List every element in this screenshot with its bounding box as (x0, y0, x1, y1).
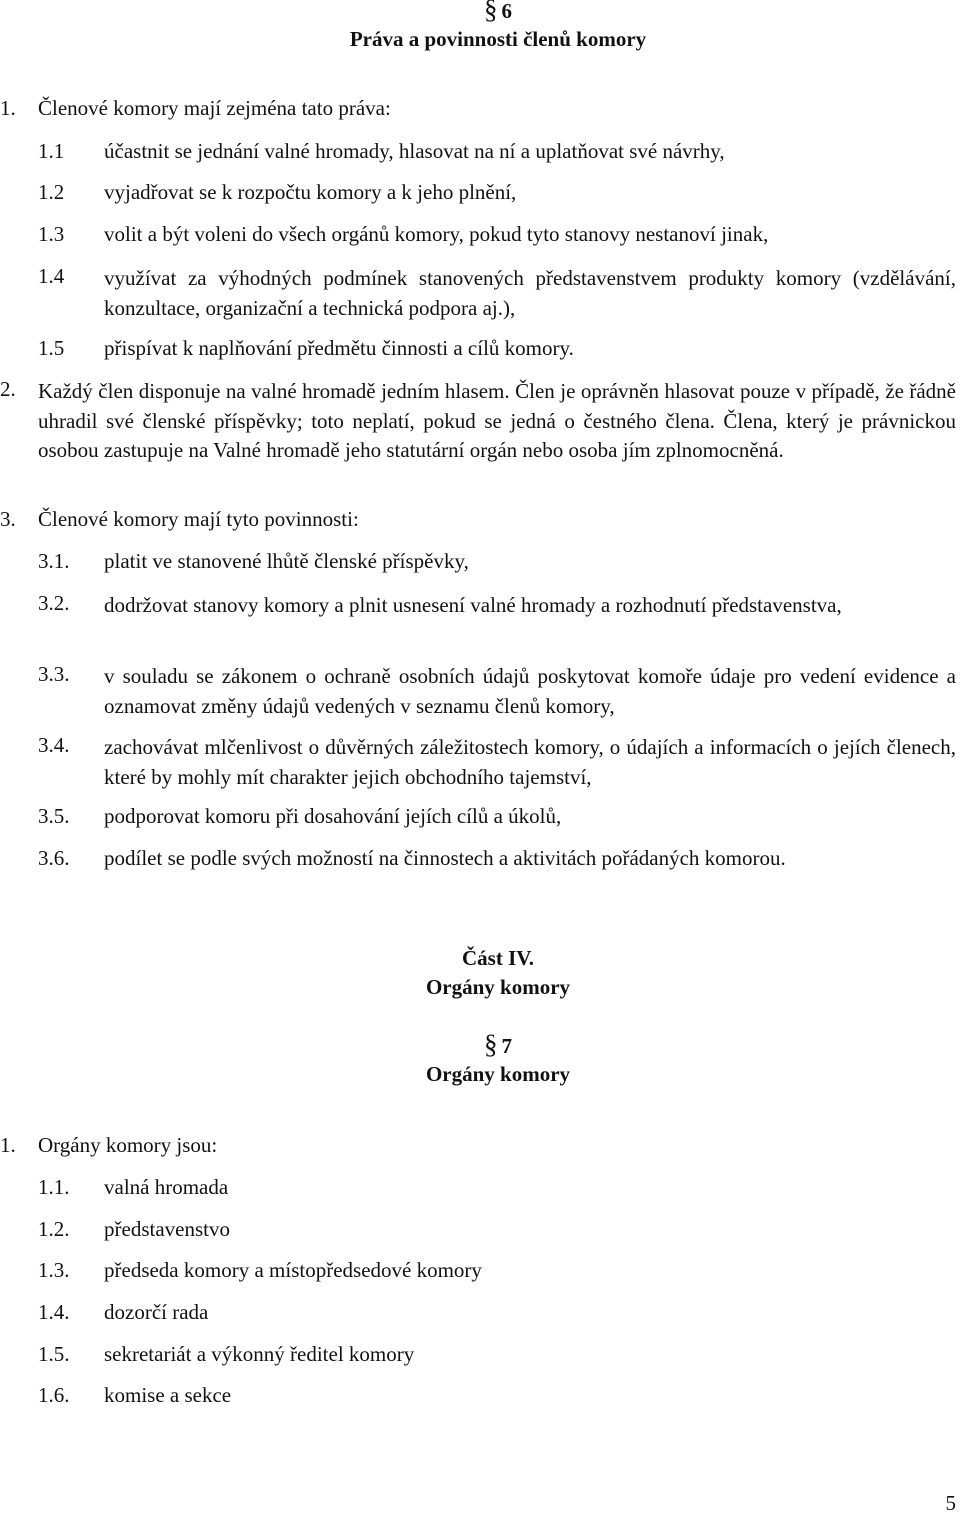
organs-item-number: 1.1. (38, 1175, 70, 1199)
duties-item-text: dodržovat stanovy komory a plnit usnesení valné hromady a rozhodnutí představenstva, (104, 593, 842, 617)
organs-item-number: 1.5. (38, 1342, 70, 1366)
rights-item-text: využívat za výhodných podmínek stanovených představenstvem produkty komory (vzdělávání, konzultace, organizační a technická podpora aj.), (104, 266, 956, 320)
duties-number: 3. (0, 507, 16, 531)
rights-item-number: 1.4 (38, 264, 65, 288)
duties-item-number: 3.6. (38, 846, 70, 870)
duties-item-text: v souladu se zákonem o ochraně osobních údajů poskytovat komoře údaje pro vedení evidence a oznamovat změny údajů vedených v seznamu členů komory, (104, 664, 956, 718)
section-7-title: Orgány komory (425, 1062, 571, 1086)
organs-item-number: 1.4. (38, 1300, 70, 1324)
duties-intro: Členové komory mají tyto povinnosti: (38, 507, 359, 531)
section-6-title: Práva a povinnosti členů komory (349, 27, 647, 51)
duties-item-number: 3.3. (38, 662, 70, 686)
organs-item-text: valná hromada (104, 1175, 229, 1199)
part-4-subtitle: Orgány komory (425, 975, 571, 999)
organs-item-text: komise a sekce (104, 1383, 232, 1407)
organs-item-text: předseda komory a místopředsedové komory (104, 1258, 482, 1282)
organs-item-number: 1.6. (38, 1383, 70, 1407)
duties-item-number: 3.1. (38, 549, 70, 573)
rights-item-number: 1.5 (38, 336, 65, 360)
vote-number: 2. (0, 377, 16, 401)
organs-item-text: představenstvo (104, 1217, 230, 1241)
page-number: 5 (945, 1491, 956, 1515)
rights-item-number: 1.2 (38, 180, 65, 204)
organs-number: 1. (0, 1133, 16, 1157)
organs-item-number: 1.2. (38, 1217, 70, 1241)
part-4-title: Část IV. (462, 946, 534, 970)
duties-item-number: 3.5. (38, 804, 70, 828)
duties-item-number: 3.2. (38, 591, 70, 615)
rights-intro: Členové komory mají zejména tato práva: (38, 96, 391, 120)
duties-item-text: podílet se podle svých možností na činnostech a aktivitách pořádaných komorou. (104, 846, 786, 870)
organs-item-text: sekretariát a výkonný ředitel komory (104, 1342, 415, 1366)
section-6-number: § 6 (0, 0, 960, 25)
vote-paragraph: Každý člen disponuje na valné hromadě jedním hlasem. Člen je oprávněn hlasovat pouze v případě, že řádně uhradil své členské příspěvky; toto neplatí, pokud se jedná o čestného člena. Člena, který je právnickou osobou zastupuje na Valné hromadě jeho statutární orgán nebo osoba jím zplnomocněná. (38, 379, 956, 462)
rights-item-text: účastnit se jednání valné hromady, hlasovat na ní a uplatňovat své návrhy, (104, 139, 725, 163)
section-sign-icon: § (484, 1029, 498, 1059)
rights-number: 1. (0, 96, 16, 120)
duties-item-text: platit ve stanovené lhůtě členské příspěvky, (104, 549, 469, 573)
rights-item-text: vyjadřovat se k rozpočtu komory a k jeho plnění, (104, 180, 517, 204)
organs-intro: Orgány komory jsou: (38, 1133, 218, 1157)
rights-item-text: přispívat k naplňování předmětu činnosti a cílů komory. (104, 336, 574, 360)
duties-item-text: podporovat komoru při dosahování jejích cílů a úkolů, (104, 804, 562, 828)
duties-item-text: zachovávat mlčenlivost o důvěrných záležitostech komory, o údajích a informacích o jejích členech, které by mohly mít charakter jejich obchodního tajemství, (104, 735, 956, 789)
organs-item-number: 1.3. (38, 1258, 70, 1282)
section-sign-icon: § (484, 0, 498, 24)
rights-item-text: volit a být voleni do všech orgánů komory, pokud tyto stanovy nestanoví jinak, (104, 222, 769, 246)
organs-item-text: dozorčí rada (104, 1300, 209, 1324)
rights-item-number: 1.3 (38, 222, 65, 246)
duties-item-number: 3.4. (38, 733, 70, 757)
rights-item-number: 1.1 (38, 139, 65, 163)
section-7-number: § 7 (484, 1029, 512, 1059)
